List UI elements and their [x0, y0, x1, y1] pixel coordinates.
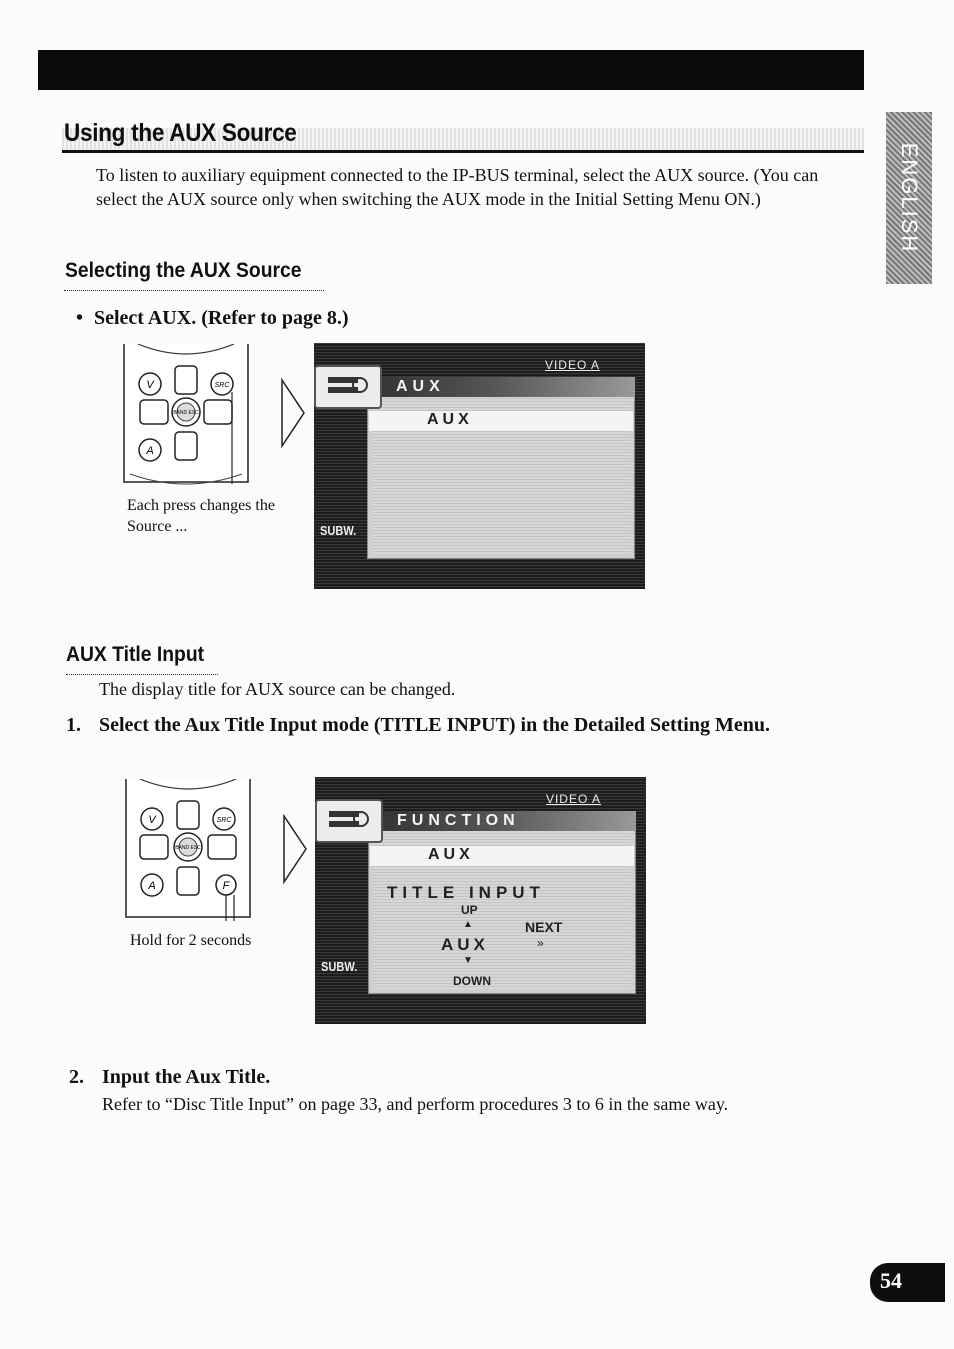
language-tab-label: ENGLISH	[897, 142, 922, 254]
section-heading-selecting: Selecting the AUX Source	[65, 259, 302, 282]
remote-button-band: BAND ESC	[173, 410, 199, 416]
step-1-text: Select the Aux Title Input mode (TITLE INPUT) in the Detailed Setting Menu.	[99, 714, 770, 736]
subwoofer-indicator: SUBW.	[320, 523, 357, 538]
down-label: DOWN	[453, 974, 491, 988]
display-screen-aux	[314, 343, 645, 589]
menu-item-title-input: TITLE INPUT	[387, 883, 545, 902]
step-2	[69, 1062, 829, 1093]
title-rule	[62, 150, 864, 153]
arrow-right-icon	[280, 378, 306, 448]
remote-button-v: V	[148, 814, 156, 826]
screen-title: AUX	[396, 378, 445, 395]
next-label: NEXT	[525, 919, 563, 935]
page-number-badge	[870, 1263, 945, 1302]
section-heading-rule	[66, 673, 218, 675]
remote-button-f: F	[222, 880, 230, 892]
next-arrow-icon: »	[537, 936, 544, 950]
page-title: Using the AUX Source	[64, 119, 297, 147]
header-bar	[38, 50, 864, 90]
down-arrow-icon: ▼	[463, 955, 473, 966]
step-2-description: Refer to “Disc Title Input” on page 33, and perform procedures 3 to 6 in the same way.	[102, 1094, 729, 1114]
screen-title: FUNCTION	[397, 812, 520, 829]
remote-control-illustration	[122, 779, 257, 921]
remote-button-src: SRC	[214, 382, 230, 389]
video-indicator: VIDEO A	[544, 358, 600, 372]
video-source-icon	[314, 365, 382, 409]
remote-button-v: V	[146, 379, 154, 391]
title-value: AUX	[441, 935, 489, 954]
remote-caption: Each press changes the Source ...	[127, 497, 275, 535]
instruction-text: Select AUX. (Refer to page 8.)	[94, 307, 349, 329]
video-source-icon	[315, 799, 383, 843]
language-tab	[886, 112, 932, 284]
instruction-bullet: • Select AUX. (Refer to page 8.)	[76, 307, 349, 329]
title-input-description: The display title for AUX source can be changed.	[99, 679, 456, 699]
section-heading-title-input: AUX Title Input	[66, 643, 205, 666]
video-indicator: VIDEO A	[545, 792, 601, 806]
section-heading-rule	[64, 289, 324, 291]
display-screen-function	[315, 777, 646, 1024]
arrow-right-icon	[282, 814, 308, 884]
remote-control-illustration	[120, 344, 255, 486]
step-2-number: 2.	[69, 1066, 84, 1088]
subwoofer-indicator: SUBW.	[321, 959, 358, 974]
remote-button-a: A	[146, 445, 154, 457]
up-label: UP	[461, 903, 478, 917]
screen-title-bar	[374, 377, 635, 397]
selected-row-label: AUX	[427, 411, 473, 428]
remote-button-a: A	[148, 880, 156, 892]
selected-row	[370, 846, 634, 866]
selected-row-label: AUX	[428, 846, 474, 863]
remote-button-band: BAND ESC	[175, 845, 201, 851]
page-number: 54	[880, 1268, 902, 1293]
intro-paragraph: To listen to auxiliary equipment connected to the IP-BUS terminal, select the AUX source. (You can select the AUX source only when switching the AUX mode in the Initial Setting Menu ON.)	[96, 165, 819, 209]
screen-title-bar	[375, 811, 636, 831]
selected-row	[369, 411, 633, 431]
step-1-number: 1.	[66, 714, 81, 736]
up-arrow-icon: ▲	[463, 919, 473, 930]
remote-button-src: SRC	[216, 817, 232, 824]
step-2-text: Input the Aux Title.	[102, 1066, 271, 1088]
remote-caption-hold: Hold for 2 seconds	[130, 932, 252, 949]
step-1	[66, 710, 826, 741]
